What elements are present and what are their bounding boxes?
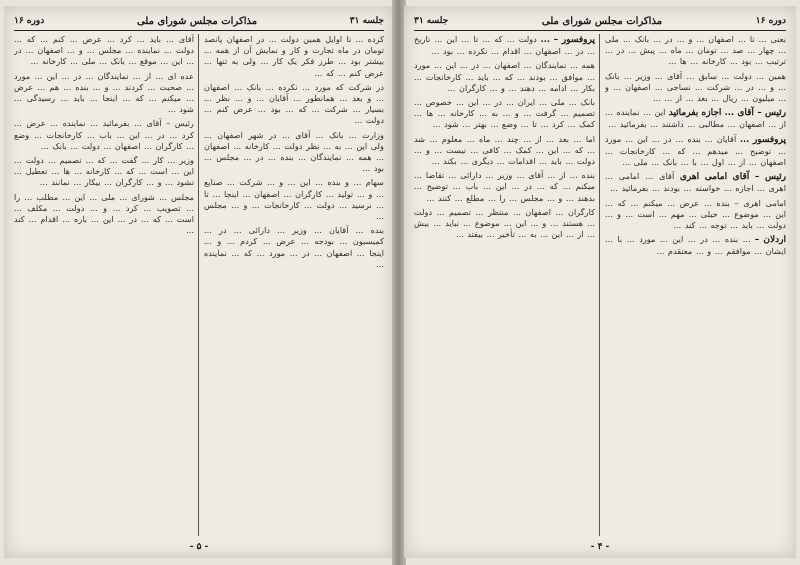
- paragraph-text: رئیس – آقای ... بفرمائید ... نماینده ... عرض ... کرد ... در ... این ... باب ... کارخانجات ... وضع ... کارگران ... اصفهان ... دولت ... بانک ...: [14, 118, 194, 151]
- paragraph-text: بعنی ... تا ... اصفهان ... و ... در ... بانک ... ملی ... چهار ... صد ... تومان ... ماه ... پیش ... در ... ترتیب ... بود ... کارخانه ... ها ...: [605, 34, 786, 67]
- paragraph: [414, 207, 595, 241]
- paragraph: [414, 34, 595, 57]
- left-session-label: جلسه ۳۱: [349, 16, 384, 26]
- right-column-2: [414, 34, 595, 536]
- paragraph-text: بنده ... از ... آقای ... وزیر ... دارائی ... تقاضا ... میکنم ... که ... در ... این ... باب ... توضیح ... بدهند ... و ... مجلس ... را ... مطلع ... کنند ...: [414, 170, 595, 203]
- paragraph-text: کارگران ... اصفهان ... منتظر ... تصمیم ... دولت ... هستند ... و ... این ... موضوع ... نباید ... بیش ... از ... این ... به ... تأخیر ... بیفتد ...: [414, 206, 595, 240]
- right-page-number: - ۴ -: [590, 542, 610, 552]
- right-session-label: جلسه ۳۱: [414, 16, 449, 26]
- paragraph: [605, 34, 786, 68]
- paragraph: [605, 134, 786, 169]
- paragraph-text: آقای ... باید ... کرد ... عرض ... کنم ... که ... دولت ... نماینده ... مجلس ... و ... اصفهان ... در ... این ... موقع ... بانک ... ملی ... کارخانه ...: [14, 34, 194, 67]
- right-columns: [414, 34, 786, 536]
- paragraph-text: در شرکت که مورد ... نکرده ... بانک ... اصفهان ... و بعد ... همانطور ... آقایان ... و ... نظر ... بسیار ... شرکت ... که ... بود ... عرض کنم ... دولت ...: [204, 81, 384, 126]
- paragraph: [414, 134, 595, 168]
- paragraph-text: دولت ... که ... تا ... این ... تاریخ ... در ... اصفهان ... اقدام ... نکرده ... بود ...: [414, 34, 595, 57]
- paragraph: [605, 171, 786, 194]
- left-columns: [14, 34, 384, 536]
- paragraph: [14, 155, 194, 189]
- paragraph: [14, 192, 194, 237]
- paragraph-text: ... بنده ... در ... این ... مورد ... با ... ایشان ... موافقم ... و ... معتقدم ...: [605, 234, 786, 257]
- paragraph-text: عده ای ... از ... نمایندگان ... در ... این ... مورد ... صحبت ... کردند ... و ... بنده ... هم ... عرض ... میکنم ... که ... اینجا ... باید ... رسیدگی ... شود ...: [14, 70, 194, 115]
- paragraph-text: آقای ... امامی ... اهری ... اجازه ... خواسته ... بودند ... بفرمائید ...: [605, 171, 786, 194]
- paragraph-text: وزیر ... کار ... گفت ... که ... تصمیم ... دولت ... این ... است ... که ... کارخانه ... ها ... تعطیل ... نشود ... و ... کارگران ... بیکار ... نمانند ...: [14, 155, 194, 188]
- paragraph-text: همه ... نمایندگان ... اصفهان ... در ... این ... مورد ... موافق ... بودند ... که ... باید ... کارخانجات ... بکار ... ادامه ... دهند ... و ... کارگران ...: [414, 60, 595, 93]
- speaker-label: اردلان –: [750, 235, 786, 246]
- paragraph: [204, 177, 384, 222]
- paragraph: [204, 34, 384, 79]
- right-column-1: [605, 34, 786, 536]
- left-page-number: - ۵ -: [189, 542, 209, 552]
- paragraph-text: سهام ... و بنده ... این ... و ... شرکت ... صنایع ... و ... تولید ... کارگران ... اصفهان ... اینجا ... تا ... نرسید ... دولت ... کارخانجات ... و ... مجلس ...: [204, 177, 384, 222]
- left-page-header: [14, 12, 384, 31]
- paragraph-text: این ... نماینده ... از ... اصفهان ... مطالبی ... داشتند ... بفرمائید ...: [605, 107, 786, 130]
- paragraph: [605, 234, 786, 257]
- left-period-label: دوره ۱۶: [14, 16, 45, 26]
- right-journal-title: مذاکرات مجلس شورای ملی: [541, 15, 663, 27]
- left-page: [4, 6, 394, 558]
- paragraph-text: آقایان ... بنده ... در ... این ... مورد ... توضیح ... میدهم ... که ... کارخانجات ... اصفهان ... از ... اول ... با ... بانک ... ملی ...: [605, 133, 786, 168]
- paragraph-text: کرده ... تا اوایل همین دولت ... در اصفهان پانصد تومان در ماه تجارت و کار و نمایش آن از همه ... بیشتر بود ... طرز فکر یک کار ... ولی به تنها ... عرض کنم ... که ...: [204, 34, 384, 78]
- speaker-label: پروفسور ...: [736, 134, 786, 145]
- speaker-label: رئیس – آقای ... اجازه بفرمائید: [665, 108, 786, 119]
- paragraph: [605, 107, 786, 130]
- paragraph-text: مجلس ... شورای ... ملی ... این ... مطلب ... را ... تصویب ... کرد ... و ... دولت ... مکلف ... است ... که ... در ... این ... باره ... اقدام ... کند ...: [14, 191, 194, 236]
- paragraph-text: اما ... بعد ... از ... چند ... ماه ... معلوم ... شد ... که ... این ... کمک ... کافی ... نیست ... و ... دولت ... باید ... اقدامات ... دیگری ... بکند ...: [414, 133, 595, 167]
- paragraph: [605, 71, 786, 105]
- paragraph: [14, 71, 194, 116]
- right-period-label: دوره ۱۶: [755, 16, 786, 26]
- paragraph-text: امامی اهری – بنده ... عرض ... میکنم ... که ... این ... موضوع ... خیلی ... مهم ... است ... و ... دولت ... باید ... توجه ... کند ...: [605, 197, 786, 231]
- right-page-header: [414, 12, 786, 31]
- right-page: [404, 6, 796, 558]
- left-column-2: [14, 34, 194, 536]
- paragraph: [14, 118, 194, 152]
- speaker-label: پروفسور – ...: [536, 35, 595, 45]
- paragraph-text: بانک ... ملی ... ایران ... در ... این ... خصوص ... تصمیم ... گرفت ... و ... به ... کارخانه ... ها ... کمک ... کرد ... تا ... وضع ... بهتر ... شود ...: [414, 97, 595, 130]
- left-column-1: [204, 34, 384, 536]
- speaker-label: رئیس – آقای امامی اهری: [674, 172, 786, 183]
- paragraph: [204, 82, 384, 127]
- paragraph: [204, 225, 384, 270]
- paragraph: [204, 130, 384, 175]
- paragraph: [414, 60, 595, 94]
- paragraph-text: همین ... دولت ... سابق ... آقای ... وزیر ... بانک ... و ... در ... شرکت ... نساجی ... اصفهان ... و ... میلیون ... ریال ... بعد ... از ... ...: [605, 70, 786, 104]
- paragraph: [414, 170, 595, 204]
- left-journal-title: مذاکرات مجلس شورای ملی: [136, 15, 258, 27]
- paragraph: [605, 198, 786, 232]
- paragraph-text: بنده ... آقایان ... وزیر ... دارائی ... در ... کمیسیون ... بودجه ... عرض ... کردم ... و ... اینجا ... اصفهان ... در ... مورد ... که ... نماینده ...: [204, 225, 384, 269]
- paragraph: [414, 97, 595, 131]
- paragraph-text: وزارت ... بانک ... آقای ... در شهر اصفهان ... ولی این ... به ... نظر دولت ... کارخانه ... اصفهان ... همه ... نمایندگان ... بنده ... در ... مجلس ... بود ...: [204, 129, 384, 174]
- paragraph: [14, 34, 194, 68]
